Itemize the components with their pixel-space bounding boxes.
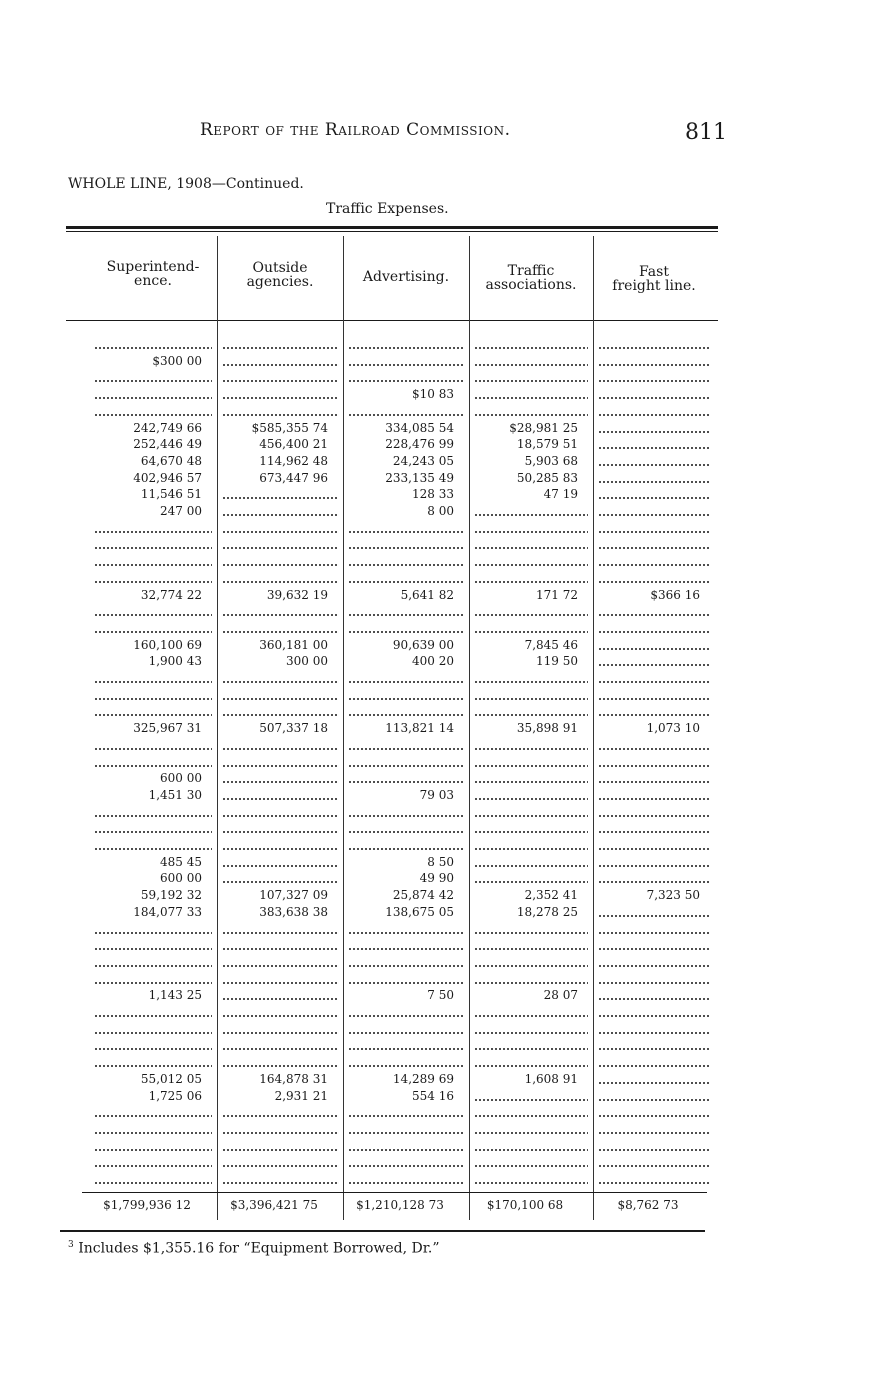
total-cell: $3,396,421 75 [230, 1198, 318, 1212]
leader-dots [348, 414, 464, 416]
table-cell: 47 19 [543, 487, 578, 502]
table-cell: 2,931 21 [274, 1088, 328, 1103]
leader-dots [474, 1132, 588, 1134]
totals-top-rule [82, 1192, 707, 1193]
leader-dots [222, 714, 338, 716]
leader-dots [474, 1149, 588, 1151]
leader-dots [598, 965, 710, 967]
leader-dots [222, 1182, 338, 1184]
leader-dots [598, 1182, 710, 1184]
column-header [594, 265, 714, 293]
table-top-rule-thick [66, 226, 718, 229]
leader-dots [598, 531, 710, 533]
table-cell: 383,638 38 [259, 904, 328, 919]
table-bottom-rule [60, 1230, 705, 1232]
table-cell: $300 00 [152, 353, 202, 368]
leader-dots [598, 1082, 710, 1084]
leader-dots [474, 815, 588, 817]
leader-dots [222, 865, 338, 867]
table-cell: 554 16 [412, 1088, 454, 1103]
table-cell: 7,845 46 [524, 637, 578, 652]
table-cell: 8 50 [427, 854, 454, 869]
leader-dots [474, 414, 588, 416]
leader-dots [598, 1032, 710, 1034]
leader-dots [598, 547, 710, 549]
table-cell: 164,878 31 [259, 1071, 328, 1086]
leader-dots [348, 364, 464, 366]
leader-dots [222, 497, 338, 499]
leader-dots [94, 932, 212, 934]
leader-dots [348, 1165, 464, 1167]
leader-dots [348, 1032, 464, 1034]
leader-dots [94, 380, 212, 382]
leader-dots [474, 614, 588, 616]
leader-dots [598, 464, 710, 466]
leader-dots [222, 581, 338, 583]
column-header [470, 264, 592, 292]
leader-dots [598, 865, 710, 867]
table-cell: 1,725 06 [148, 1088, 202, 1103]
table-cell: 128 33 [412, 487, 454, 502]
table-cell: 600 00 [160, 871, 202, 886]
leader-dots [348, 965, 464, 967]
column-separator [343, 236, 344, 1220]
leader-dots [348, 1182, 464, 1184]
leader-dots [474, 881, 588, 883]
table-cell: 119 50 [536, 654, 578, 669]
leader-dots [94, 815, 212, 817]
leader-dots [94, 965, 212, 967]
table-cell: 242,749 66 [133, 420, 202, 435]
column-header-line: Traffic [507, 263, 555, 279]
leader-dots [94, 1115, 212, 1117]
table-cell: 114,962 48 [259, 453, 328, 468]
leader-dots [598, 781, 710, 783]
leader-dots [94, 848, 212, 850]
leader-dots [598, 631, 710, 633]
table-cell: 1,451 30 [148, 787, 202, 802]
leader-dots [598, 765, 710, 767]
table-cell: 334,085 54 [385, 420, 454, 435]
leader-dots [474, 948, 588, 950]
leader-dots [94, 631, 212, 633]
table-cell: 228,476 99 [385, 437, 454, 452]
table-cell: 64,670 48 [140, 453, 202, 468]
leader-dots [94, 397, 212, 399]
leader-dots [474, 965, 588, 967]
table-cell: 1,073 10 [646, 721, 700, 736]
table-cell: 138,675 05 [385, 904, 454, 919]
leader-dots [474, 698, 588, 700]
leader-dots [598, 614, 710, 616]
leader-dots [598, 347, 710, 349]
leader-dots [222, 781, 338, 783]
column-header-line: Advertising. [362, 269, 450, 285]
leader-dots [474, 531, 588, 533]
leader-dots [222, 1149, 338, 1151]
leader-dots [474, 865, 588, 867]
leader-dots [598, 831, 710, 833]
leader-dots [222, 614, 338, 616]
leader-dots [94, 414, 212, 416]
table-cell: 32,774 22 [140, 587, 202, 602]
leader-dots [348, 1132, 464, 1134]
column-header-line: freight line. [612, 278, 696, 294]
leader-dots [348, 1065, 464, 1067]
leader-dots [222, 1032, 338, 1034]
table-cell: 485 45 [160, 854, 202, 869]
leader-dots [94, 1165, 212, 1167]
leader-dots [348, 714, 464, 716]
leader-dots [598, 1099, 710, 1101]
table-top-rule-thin [66, 231, 718, 232]
leader-dots [222, 1015, 338, 1017]
leader-dots [94, 1149, 212, 1151]
leader-dots [348, 748, 464, 750]
total-cell: $8,762 73 [617, 1198, 679, 1212]
leader-dots [598, 447, 710, 449]
leader-dots [94, 581, 212, 583]
table-cell: 49 90 [419, 871, 454, 886]
table-cell: 35,898 91 [516, 721, 578, 736]
leader-dots [348, 531, 464, 533]
leader-dots [348, 1115, 464, 1117]
leader-dots [222, 965, 338, 967]
column-separator [217, 236, 218, 1220]
total-cell: $170,100 68 [486, 1198, 564, 1212]
leader-dots [598, 1048, 710, 1050]
leader-dots [474, 714, 588, 716]
footnote [68, 1240, 440, 1257]
leader-dots [474, 1182, 588, 1184]
leader-dots [348, 581, 464, 583]
leader-dots [222, 881, 338, 883]
leader-dots [598, 581, 710, 583]
leader-dots [598, 364, 710, 366]
column-header [218, 261, 342, 289]
column-header-line: associations. [485, 277, 577, 293]
leader-dots [222, 397, 338, 399]
table-cell: 39,632 19 [266, 587, 328, 602]
column-header [90, 260, 216, 288]
leader-dots [222, 631, 338, 633]
leader-dots [222, 765, 338, 767]
table-cell: 5,903 68 [524, 453, 578, 468]
leader-dots [474, 982, 588, 984]
leader-dots [598, 948, 710, 950]
leader-dots [222, 514, 338, 516]
leader-dots [94, 547, 212, 549]
footnote-marker: 3 [68, 1240, 74, 1250]
table-cell: 55,012 05 [140, 1071, 202, 1086]
leader-dots [474, 364, 588, 366]
table-cell: 247 00 [160, 504, 202, 518]
leader-dots [474, 1065, 588, 1067]
column-header-line: ence. [134, 273, 172, 289]
leader-dots [94, 564, 212, 566]
page-header-title: Report of the Railroad Commission. [200, 120, 511, 140]
leader-dots [222, 531, 338, 533]
leader-dots [94, 982, 212, 984]
leader-dots [598, 932, 710, 934]
leader-dots [348, 781, 464, 783]
table-cell: 400 20 [412, 654, 454, 669]
leader-dots [222, 848, 338, 850]
leader-dots [598, 714, 710, 716]
column-header-line: Superintend- [106, 259, 200, 275]
total-cell: $1,210,128 73 [356, 1198, 444, 1212]
table-cell: 673,447 96 [259, 470, 328, 485]
leader-dots [222, 815, 338, 817]
leader-dots [598, 431, 710, 433]
leader-dots [348, 1048, 464, 1050]
leader-dots [474, 1015, 588, 1017]
leader-dots [222, 748, 338, 750]
leader-dots [222, 564, 338, 566]
table-cell: 2,352 41 [524, 888, 578, 903]
leader-dots [348, 831, 464, 833]
leader-dots [474, 380, 588, 382]
leader-dots [598, 664, 710, 666]
leader-dots [348, 347, 464, 349]
leader-dots [94, 1015, 212, 1017]
leader-dots [474, 547, 588, 549]
leader-dots [222, 364, 338, 366]
column-header-line: agencies. [246, 274, 314, 290]
leader-dots [222, 1165, 338, 1167]
leader-dots [222, 681, 338, 683]
table-cell: 507,337 18 [259, 721, 328, 736]
table-cell: 90,639 00 [392, 637, 454, 652]
leader-dots [598, 748, 710, 750]
leader-dots [598, 1115, 710, 1117]
leader-dots [348, 698, 464, 700]
table-cell: 5,641 82 [400, 587, 454, 602]
table-cell: 28 07 [543, 988, 578, 1003]
header-bottom-rule [66, 320, 718, 321]
leader-dots [598, 915, 710, 917]
leader-dots [94, 714, 212, 716]
table-cell: 11,546 51 [140, 487, 202, 502]
leader-dots [222, 831, 338, 833]
table-cell: 50,285 83 [516, 470, 578, 485]
leader-dots [348, 380, 464, 382]
leader-dots [598, 798, 710, 800]
table-cell: 24,243 05 [392, 453, 454, 468]
leader-dots [598, 1149, 710, 1151]
leader-dots [348, 982, 464, 984]
table-cell: 171 72 [536, 587, 578, 602]
leader-dots [598, 815, 710, 817]
page-number: 811 [685, 120, 727, 145]
leader-dots [222, 414, 338, 416]
leader-dots [474, 681, 588, 683]
leader-dots [94, 948, 212, 950]
leader-dots [474, 848, 588, 850]
leader-dots [94, 614, 212, 616]
leader-dots [222, 547, 338, 549]
leader-dots [474, 1115, 588, 1117]
leader-dots [222, 380, 338, 382]
column-header-line: Outside [252, 260, 308, 276]
leader-dots [222, 1065, 338, 1067]
leader-dots [598, 397, 710, 399]
leader-dots [222, 698, 338, 700]
table-cell: 18,579 51 [516, 437, 578, 452]
leader-dots [474, 1099, 588, 1101]
leader-dots [474, 347, 588, 349]
leader-dots [598, 982, 710, 984]
table-cell: 59,192 32 [140, 888, 202, 903]
leader-dots [222, 1048, 338, 1050]
table-cell: 113,821 14 [385, 721, 454, 736]
column-separator [469, 236, 470, 1220]
leader-dots [474, 564, 588, 566]
column-header [344, 270, 468, 284]
table-cell: 360,181 00 [259, 637, 328, 652]
leader-dots [94, 831, 212, 833]
leader-dots [598, 380, 710, 382]
leader-dots [474, 631, 588, 633]
table-cell: 325,967 31 [133, 721, 202, 736]
leader-dots [348, 547, 464, 549]
table-cell: 1,608 91 [524, 1071, 578, 1086]
leader-dots [94, 1032, 212, 1034]
leader-dots [222, 1132, 338, 1134]
leader-dots [474, 932, 588, 934]
leader-dots [348, 564, 464, 566]
table-cell: $10 83 [412, 387, 454, 402]
leader-dots [348, 932, 464, 934]
leader-dots [598, 1015, 710, 1017]
leader-dots [222, 982, 338, 984]
leader-dots [222, 347, 338, 349]
leader-dots [348, 614, 464, 616]
leader-dots [474, 581, 588, 583]
leader-dots [474, 798, 588, 800]
leader-dots [348, 948, 464, 950]
leader-dots [474, 831, 588, 833]
leader-dots [474, 748, 588, 750]
table-cell: 600 00 [160, 771, 202, 786]
leader-dots [222, 932, 338, 934]
leader-dots [94, 698, 212, 700]
table-cell: 402,946 57 [133, 470, 202, 485]
leader-dots [222, 948, 338, 950]
table-cell: 1,900 43 [148, 654, 202, 669]
table-cell: $28,981 25 [509, 420, 578, 435]
leader-dots [474, 1032, 588, 1034]
leader-dots [94, 347, 212, 349]
leader-dots [348, 631, 464, 633]
leader-dots [598, 681, 710, 683]
leader-dots [474, 765, 588, 767]
leader-dots [348, 1149, 464, 1151]
leader-dots [94, 1132, 212, 1134]
table-cell: $366 16 [650, 587, 700, 602]
leader-dots [94, 1065, 212, 1067]
leader-dots [94, 1182, 212, 1184]
leader-dots [94, 748, 212, 750]
table-cell: 107,327 09 [259, 888, 328, 903]
leader-dots [598, 698, 710, 700]
leader-dots [222, 998, 338, 1000]
column-separator [593, 236, 594, 1220]
total-cell: $1,799,936 12 [103, 1198, 191, 1212]
leader-dots [222, 798, 338, 800]
table-cell: 184,077 33 [133, 904, 202, 919]
leader-dots [94, 531, 212, 533]
table-cell: 1,143 25 [148, 988, 202, 1003]
leader-dots [598, 881, 710, 883]
leader-dots [598, 648, 710, 650]
table-cell: 252,446 49 [133, 437, 202, 452]
table-cell: 7,323 50 [646, 888, 700, 903]
table-cell: 233,135 49 [385, 470, 454, 485]
leader-dots [598, 481, 710, 483]
leader-dots [598, 1132, 710, 1134]
leader-dots [348, 848, 464, 850]
leader-dots [94, 1048, 212, 1050]
leader-dots [598, 848, 710, 850]
leader-dots [598, 1165, 710, 1167]
leader-dots [348, 1015, 464, 1017]
section-title: WHOLE LINE, 1908—Continued. [68, 176, 304, 192]
table-cell: 25,874 42 [392, 888, 454, 903]
leader-dots [598, 1065, 710, 1067]
table-cell: 79 03 [419, 787, 454, 802]
leader-dots [474, 1048, 588, 1050]
leader-dots [598, 497, 710, 499]
footnote-text: Includes $1,355.16 for “Equipment Borrowed, Dr.” [78, 1240, 440, 1257]
table-cell: 8 00 [427, 504, 454, 518]
table-caption: Traffic Expenses. [326, 201, 449, 217]
column-header-line: Fast [639, 264, 669, 280]
table-cell: 456,400 21 [259, 437, 328, 452]
leader-dots [348, 765, 464, 767]
table-cell: 300 00 [286, 654, 328, 669]
leader-dots [474, 514, 588, 516]
table-cell: 160,100 69 [133, 637, 202, 652]
leader-dots [598, 564, 710, 566]
leader-dots [598, 514, 710, 516]
leader-dots [348, 815, 464, 817]
leader-dots [598, 414, 710, 416]
table-cell: 7 50 [427, 988, 454, 1003]
leader-dots [94, 765, 212, 767]
leader-dots [222, 1115, 338, 1117]
table-cell: $585,355 74 [251, 420, 328, 435]
table-cell: 14,289 69 [392, 1071, 454, 1086]
leader-dots [474, 397, 588, 399]
leader-dots [598, 998, 710, 1000]
leader-dots [474, 781, 588, 783]
leader-dots [474, 1165, 588, 1167]
leader-dots [94, 681, 212, 683]
leader-dots [348, 681, 464, 683]
table-cell: 18,278 25 [516, 904, 578, 919]
